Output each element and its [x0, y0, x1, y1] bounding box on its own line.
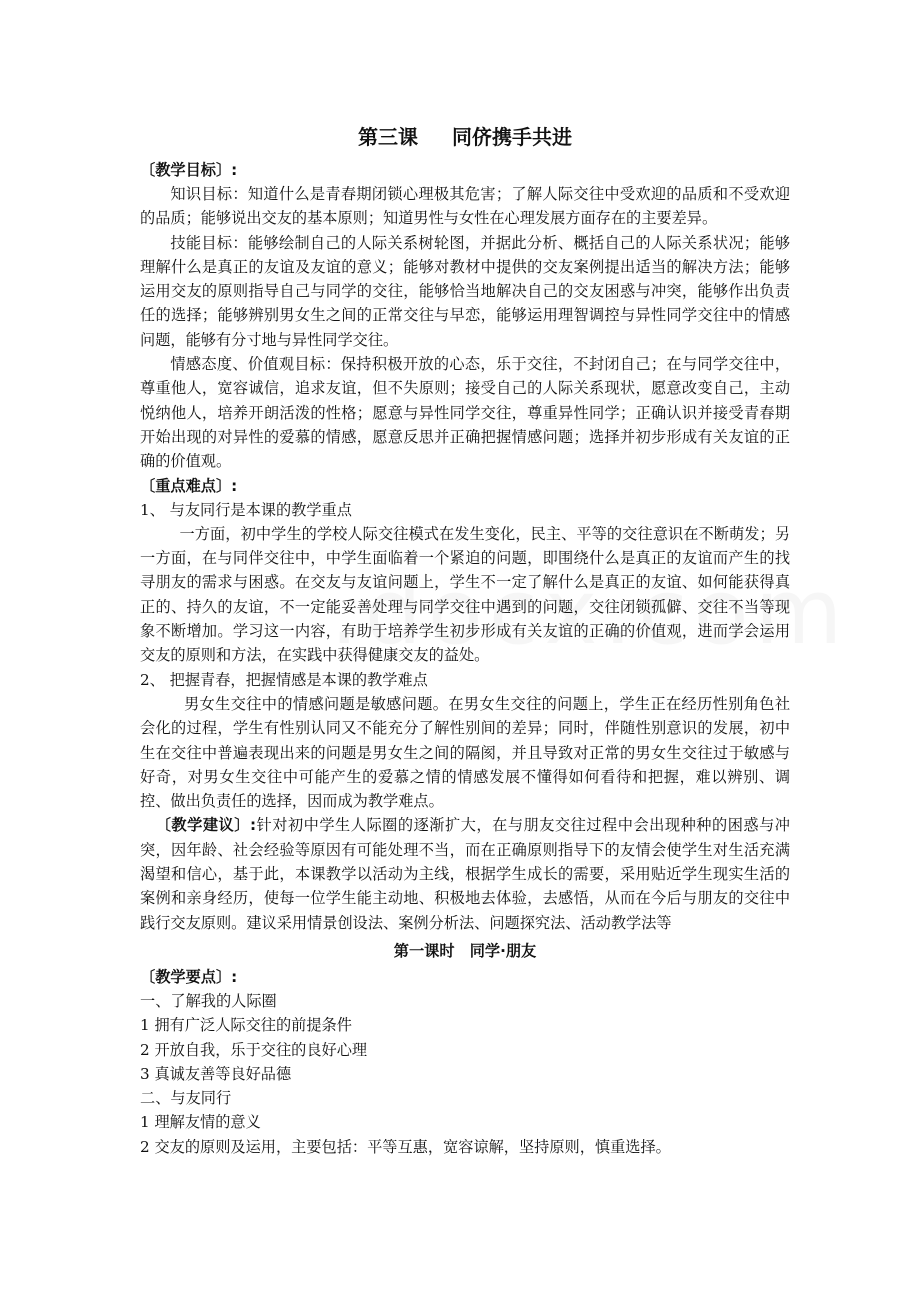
key-point-text: 一方面，初中学生的学校人际交往模式在发生变化，民主、平等的交往意识在不断萌发；另一方面，在与同伴交往中，中学生面临着一个紧迫的问题，即围绕什么是真正的友谊而产生的找寻朋友的需求与困惑。在交友与友谊问题上，学生不一定了解什么是真正的友谊、如何能获得真正的、持久的友谊，不一定能妥善处理与同学交往中遇到的问题，交往闭锁孤僻、交往不当等现象不断增加。学习这一内容，有助于培养学生初步形成有关友谊的正确的价值观，进而学会运用交友的原则和方法，在实践中获得健康交友的益处。 [140, 524, 790, 665]
teaching-suggestion [140, 813, 790, 934]
difficulty-title: 2、 把握青春，把握情感是本课的教学难点 [140, 670, 428, 689]
difficulty-text: 男女生交往中的情感问题是敏感问题。在男女生交往的问题上，学生正在经历性别角色社会化的过程，学生有性别认同又不能充分了解性别间的差异；同时，伴随性别意识的发展，初中生在交往中普遍表现出来的问题是男女生之间的隔阂，并且导致对正常的男女生交往过于敏感与好奇，对男女生交往中可能产生的爱慕之情的情感发展不懂得如何看待和把握，难以辨别、调控、做出负责任的选择，因而成为教学难点。 [140, 694, 790, 811]
lesson-number: 第三课 [358, 125, 418, 149]
lesson-name: 同侪携手共进 [452, 125, 572, 149]
suggestion-label: 〔教学建议〕: [155, 816, 257, 835]
key-point-title: 1、 与友同行是本课的教学重点 [140, 500, 352, 519]
suggestion-text: 针对初中学生人际圈的逐渐扩大，在与朋友交往过程中会出现种种的困惑与冲突，因年龄、社会经验等原因有可能处理不当，而在正确原则指导下的友情会使学生对生活充满渴望和信心，基于此，本课教学以活动为主线，根据学生成长的需要，采用贴近学生现实生活的案例和亲身经历，使每一位学生能主动地、积极地去体验，去感悟，从而在今后与朋友的交往中践行交友原则。建议采用情景创设法、案例分析法、问题探究法、活动教学法等 [140, 816, 790, 932]
teaching-goals-heading: 〔教学目标〕: [140, 161, 238, 179]
teaching-points-heading: 〔教学要点〕: [140, 967, 238, 986]
key-difficulty-heading: 〔重点难点〕: [140, 476, 238, 495]
document-content [140, 122, 790, 1159]
list-item: 1 理解友情的意义 [140, 1113, 261, 1132]
list-item: 2 交友的原则及运用，主要包括：平等互惠，宽容谅解，坚持原则，慎重选择。 [140, 1137, 671, 1156]
knowledge-goal: 知识目标：知道什么是青春期闭锁心理极其危害；了解人际交往中受欢迎的品质和不受欢迎的品质；能够说出交友的基本原则；知道男性与女性在心理发展方面存在的主要差异。 [140, 185, 790, 228]
attitude-goal: 情感态度、价值观目标：保持积极开放的心态，乐于交往，不封闭自己；在与同学交往中，尊重他人，宽容诚信，追求友谊，但不失原则；接受自己的人际关系现状，愿意改变自己，主动悦纳他人，培养开朗活泼的性格；愿意与异性同学交往，尊重异性同学；正确认识并接受青春期开始出现的对异性的爱慕的情感，愿意反思并正确把握情感问题；选择并初步形成有关友谊的正确的价值观。 [140, 355, 790, 471]
list-item: 1 拥有广泛人际交往的前提条件 [140, 1016, 352, 1035]
list-item: 2 开放自我，乐于交往的良好心理 [140, 1040, 368, 1059]
list-item: 3 真诚友善等良好品德 [140, 1064, 292, 1083]
skill-goal: 技能目标：能够绘制自己的人际关系树轮图，并据此分析、概括自己的人际关系状况；能够理解什么是真正的友谊及友谊的意义；能够对教材中提供的交友案例提出适当的解决方法；能够运用交友的原则指导自己与同学的交往，能够恰当地解决自己的交友困惑与冲突，能够作出负责任的选择；能够辨别男女生之间的正常交往与早恋，能够运用理智调控与异性同学交往中的情感问题，能够有分寸地与异性同学交往。 [140, 233, 790, 349]
lesson-title [140, 122, 790, 152]
list-item: 一、了解我的人际圈 [140, 991, 277, 1010]
list-item: 二、与友同行 [140, 1089, 232, 1108]
lesson1-title: 第一课时 同学·朋友 [393, 941, 537, 960]
